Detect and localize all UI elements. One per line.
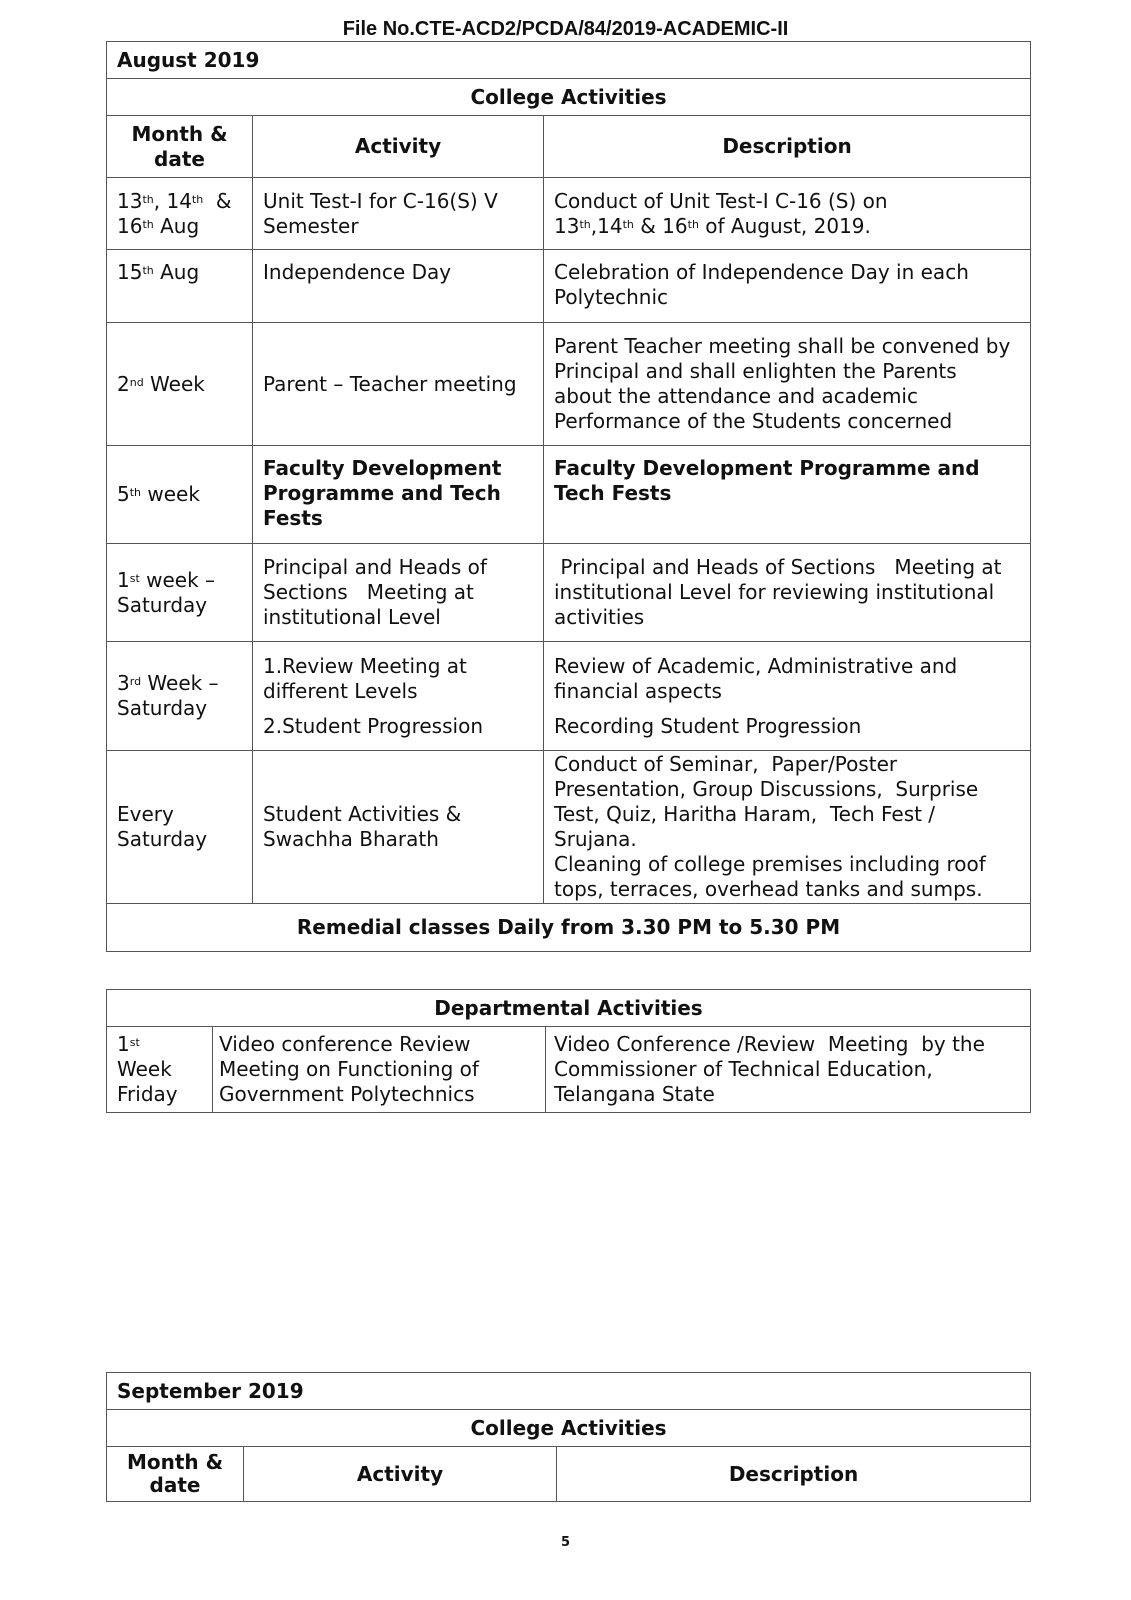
date-cell: 3rd Week – Saturday [107, 642, 253, 751]
date-cell: 5th week [107, 446, 253, 544]
description-item: Cleaning of college premises including roof tops, terraces, overhead tanks and sumps. [554, 852, 993, 901]
description-cell: Principal and Heads of Sections Meeting at institutional Level for reviewing institutional activities [544, 544, 1031, 642]
departmental-activities-table [106, 989, 1031, 1113]
section-title: College Activities [107, 1410, 1031, 1447]
description-cell [544, 751, 1031, 904]
table-row [107, 250, 1031, 323]
table-row [107, 178, 1031, 250]
activity-cell: Independence Day [253, 250, 544, 323]
column-header-description: Description [557, 1447, 1031, 1502]
description-cell: Parent Teacher meeting shall be convened by Principal and shall enlighten the Parents about the attendance and academic Performance of the Students concerned [544, 323, 1031, 446]
activity-cell: Parent – Teacher meeting [253, 323, 544, 446]
description-item: Review of Academic, Administrative and financial aspects [554, 653, 958, 703]
description-cell: Celebration of Independence Day in each Polytechnic [544, 250, 1031, 323]
date-cell: Every Saturday [107, 751, 253, 904]
activity-cell: Principal and Heads of Sections Meeting at institutional Level [253, 544, 544, 642]
activity-cell: Unit Test-I for C-16(S) V Semester [253, 178, 544, 250]
month-title: August 2019 [107, 42, 1031, 79]
section-title: Departmental Activities [107, 990, 1031, 1027]
column-header-date: Month & date [107, 116, 253, 178]
table-row [107, 642, 1031, 751]
activity-item: 1.Review Meeting at different Levels [263, 653, 467, 703]
table-row [107, 446, 1031, 544]
description-cell [544, 642, 1031, 751]
column-header-activity: Activity [244, 1447, 557, 1502]
table-row [107, 1027, 1031, 1113]
description-item: Recording Student Progression [554, 713, 862, 738]
file-number-header: File No.CTE-ACD2/PCDA/84/2019-ACADEMIC-II [342, 18, 789, 40]
description-cell: Conduct of Unit Test-I C-16 (S) on 13th,14th & 16th of August, 2019. [544, 178, 1031, 250]
date-cell: 15th Aug [107, 250, 253, 323]
date-cell: 1st Week Friday [107, 1027, 213, 1113]
section-title: College Activities [107, 79, 1031, 116]
table-row [107, 751, 1031, 904]
table-row [107, 323, 1031, 446]
column-header-date: Month & date [107, 1447, 244, 1502]
page-number: 5 [560, 1535, 571, 1550]
remedial-classes-note: Remedial classes Daily from 3.30 PM to 5.30 PM [107, 904, 1031, 952]
date-cell: 13th, 14th & 16th Aug [107, 178, 253, 250]
column-header-activity: Activity [253, 116, 544, 178]
activity-cell: Video conference Review Meeting on Functioning of Government Polytechnics [213, 1027, 546, 1113]
description-item: Conduct of Seminar, Paper/Poster Presentation, Group Discussions, Surprise Test, Quiz, Haritha Haram, Tech Fest / Srujana. [554, 752, 985, 851]
date-cell: 1st week – Saturday [107, 544, 253, 642]
august-activities-table [106, 41, 1031, 952]
month-title: September 2019 [107, 1373, 1031, 1410]
activity-item: 2.Student Progression [263, 713, 483, 738]
column-header-description: Description [544, 116, 1031, 178]
description-cell: Faculty Development Programme and Tech Fests [544, 446, 1031, 544]
activity-cell [253, 642, 544, 751]
table-row [107, 544, 1031, 642]
activity-cell: Faculty Development Programme and Tech Fests [253, 446, 544, 544]
date-cell: 2nd Week [107, 323, 253, 446]
description-cell: Video Conference /Review Meeting by the Commissioner of Technical Education, Telangana State [546, 1027, 1031, 1113]
september-activities-table [106, 1372, 1031, 1502]
activity-cell: Student Activities & Swachha Bharath [253, 751, 544, 904]
